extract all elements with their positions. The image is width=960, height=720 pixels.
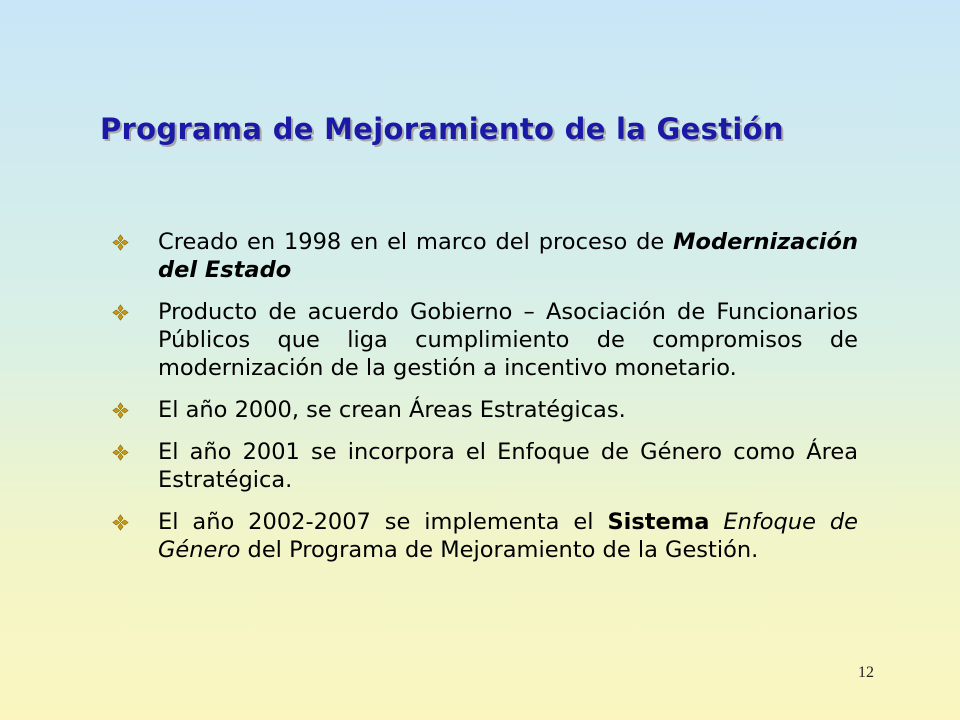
page-number: 12 <box>858 664 874 681</box>
bullet-text: Creado en 1998 en el marco del proceso de <box>158 229 674 255</box>
diamond-bullet-icon <box>112 304 129 321</box>
diamond-bullet-icon <box>112 514 129 531</box>
bullet-list <box>112 228 858 578</box>
slide-title: Programa de Mejoramiento de la Gestión <box>100 112 784 146</box>
diamond-bullet-icon <box>112 402 129 419</box>
bullet-item <box>112 508 858 564</box>
bullet-text-after: del Programa de Mejoramiento de la Gestión. <box>240 537 759 563</box>
bullet-text: El año 2002-2007 se implementa el <box>158 509 608 535</box>
bullet-bold: Sistema <box>607 509 710 535</box>
bullet-emphasis: Modernización del Estado <box>158 229 858 283</box>
diamond-bullet-icon <box>112 234 129 251</box>
bullet-item <box>112 396 858 424</box>
bullet-item <box>112 228 858 284</box>
bullet-text: El año 2000, se crean Áreas Estratégicas. <box>158 397 626 423</box>
bullet-text: El año 2001 se incorpora el Enfoque de Género como Área Estratégica. <box>158 439 858 493</box>
bullet-italic: Enfoque de Género <box>158 509 858 563</box>
bullet-item <box>112 298 858 382</box>
diamond-bullet-icon <box>112 444 129 461</box>
bullet-text: Producto de acuerdo Gobierno – Asociación de Funcionarios Públicos que liga cumplimiento de compromisos de modernización de la gestión a incentivo monetario. <box>158 299 858 381</box>
bullet-item <box>112 438 858 494</box>
